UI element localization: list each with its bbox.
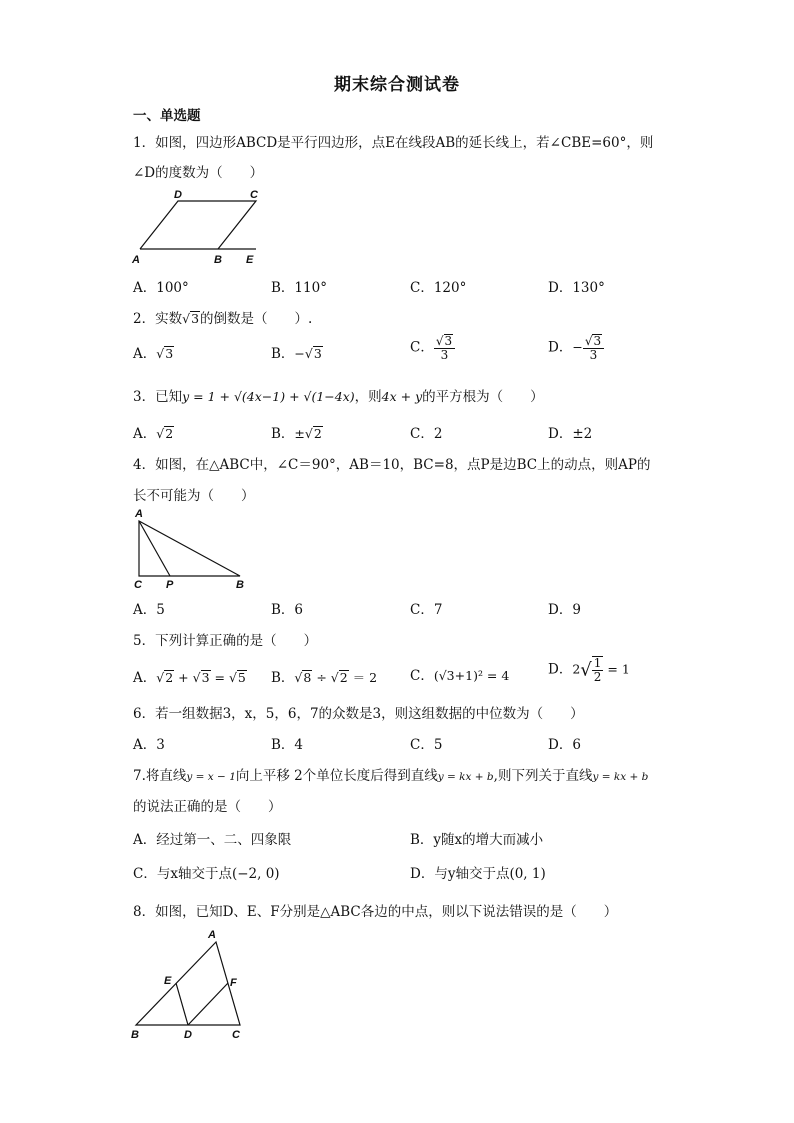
q1-label-e: E	[246, 254, 254, 266]
q8-label-c: C	[232, 1029, 240, 1041]
q4-option-b: B．6	[271, 602, 304, 618]
q5-stem: 5．下列计算正确的是（ ）	[133, 633, 318, 649]
q1-option-d: D．130°	[548, 280, 605, 296]
q7-option-d: D．与y轴交于点(0, 1)	[410, 866, 546, 882]
q5-option-b: B．√8 ÷ √2 ＝ 2	[271, 670, 378, 686]
q4-triangle-figure	[130, 505, 255, 593]
q7-stem-line2: 的说法正确的是（ ）	[133, 799, 282, 815]
q3-option-d: D．±2	[548, 426, 593, 442]
q1-stem-line1: 1．如图，四边形ABCD是平行四边形，点E在线段AB的延长线上，若∠CBE=60°，则	[133, 135, 654, 151]
q3-stem: 3．已知y = 1 + √(4x−1) + √(1−4x)，则4x + y的平方根为（ ）	[133, 389, 544, 405]
q2-option-a: A．√3	[133, 346, 174, 362]
q4-stem-line2: 长不可能为（ ）	[133, 488, 255, 504]
q8-label-a: A	[208, 929, 216, 941]
q8-label-e: E	[164, 975, 172, 987]
section-heading: 一、单选题	[133, 108, 201, 124]
q4-stem-line1: 4．如图，在△ABC中，∠C＝90°，AB＝10，BC=8，点P是边BC上的动点，则AP的	[133, 457, 651, 473]
q4-label-p: P	[166, 579, 174, 591]
q6-option-c: C．5	[410, 737, 443, 753]
q3-option-c: C．2	[410, 426, 443, 442]
q8-stem: 8．如图，已知D、E、F分别是△ABC各边的中点，则以下说法错误的是（ ）	[133, 904, 618, 920]
q7-stem-line1: 7.将直线y = x − 1向上平移 2个单位长度后得到直线y = kx + b,则下列关于直线y = kx + b	[133, 768, 649, 784]
q1-label-c: C	[250, 189, 258, 201]
q4-label-c: C	[134, 579, 142, 591]
q1-option-c: C．120°	[410, 280, 467, 296]
q8-label-b: B	[131, 1029, 139, 1041]
q1-parallelogram-figure	[130, 186, 265, 266]
page-title: 期末综合测试卷	[334, 75, 460, 95]
q2-stem: 2．实数√3的倒数是（ ）.	[133, 311, 313, 327]
q4-label-b: B	[236, 579, 244, 591]
q2-option-c: C． $\frac{√3}{3}$	[410, 334, 455, 362]
q8-label-d: D	[184, 1029, 192, 1041]
q6-option-a: A．3	[133, 737, 165, 753]
q3-option-b: B．±√2	[271, 426, 322, 442]
q7-option-b: B．y随x的增大而减小	[410, 832, 544, 848]
q1-stem-line2: ∠D的度数为（ ）	[133, 165, 264, 181]
q7-option-a: A．经过第一、二、四象限	[133, 832, 292, 848]
q8-label-f: F	[230, 977, 237, 989]
q1-option-b: B．110°	[271, 280, 327, 296]
q1-label-a: A	[132, 254, 140, 266]
q3-option-a: A．√2	[133, 426, 174, 442]
q8-triangle-figure	[128, 926, 253, 1046]
q1-option-a: A．100°	[133, 280, 189, 296]
q4-option-a: A．5	[133, 602, 165, 618]
q2-option-b: B．−√3	[271, 346, 322, 362]
q6-option-b: B．4	[271, 737, 304, 753]
q4-label-a: A	[135, 508, 143, 520]
q6-option-d: D．6	[548, 737, 581, 753]
q5-option-a: A．√2 + √3 = √5	[133, 670, 246, 686]
q4-option-c: C．7	[410, 602, 443, 618]
q6-stem: 6．若一组数据3，x，5，6，7的众数是3，则这组数据的中位数为（ ）	[133, 706, 584, 722]
q1-label-b: B	[214, 254, 222, 266]
q7-option-c: C．与x轴交于点(−2, 0)	[133, 866, 280, 882]
q5-option-c: C．(√3+1)² = 4	[410, 668, 510, 684]
q1-label-d: D	[174, 189, 182, 201]
q4-option-d: D．9	[548, 602, 581, 618]
q2-option-d: D．− $\frac{√3}{3}$	[548, 334, 604, 362]
q5-option-d: D．2√ $\frac{1}{2}$ = 1	[548, 656, 630, 685]
